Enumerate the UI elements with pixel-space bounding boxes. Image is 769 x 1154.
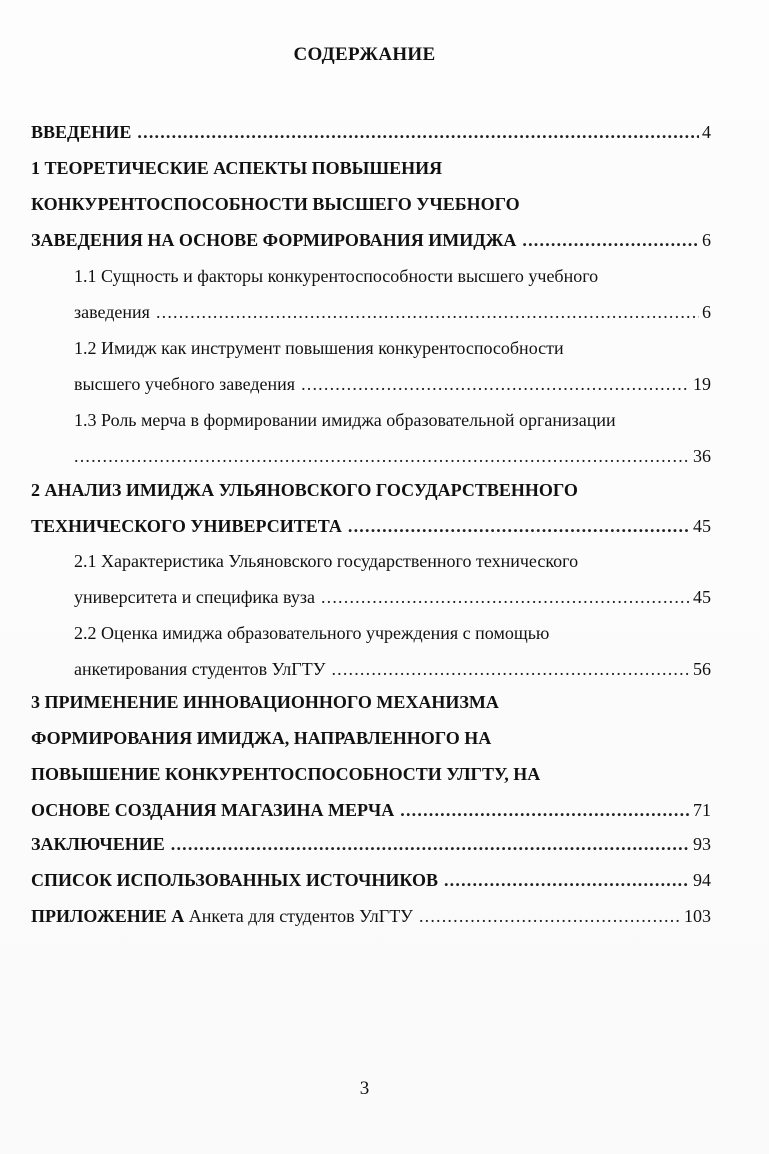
toc-page-number: 4 bbox=[702, 122, 711, 142]
toc-entry-section-2-1[interactable] bbox=[74, 543, 711, 615]
toc-leader-dots bbox=[156, 294, 699, 330]
toc-entry-section-2-2[interactable] bbox=[74, 615, 711, 687]
toc-leader-dots bbox=[301, 366, 690, 402]
toc-entry-section-1-1[interactable] bbox=[74, 258, 711, 330]
toc-page-number: 93 bbox=[693, 834, 711, 854]
toc-leader-dots bbox=[331, 651, 690, 687]
toc-entry-text bbox=[31, 898, 413, 934]
toc-page-number: 56 bbox=[693, 659, 711, 679]
toc-page-number: 36 bbox=[693, 446, 711, 466]
toc-entry-text: ПОВЫШЕНИЕ КОНКУРЕНТОСПОСОБНОСТИ УЛГТУ, НА bbox=[31, 764, 541, 784]
toc-entry-text: 1 ТЕОРЕТИЧЕСКИЕ АСПЕКТЫ ПОВЫШЕНИЯ bbox=[31, 158, 443, 178]
toc-entry-text: ЗАКЛЮЧЕНИЕ bbox=[31, 834, 165, 854]
toc-leader-dots bbox=[419, 898, 681, 934]
toc-entry-text: ВВЕДЕНИЕ bbox=[31, 122, 132, 142]
toc-entry-section-1-2[interactable] bbox=[74, 330, 711, 402]
toc-entry-section-1-3[interactable] bbox=[74, 402, 711, 474]
toc-page-number: 6 bbox=[702, 302, 711, 322]
toc-page-number: 45 bbox=[693, 516, 711, 536]
page-number: 3 bbox=[359, 1078, 370, 1099]
page-title: СОДЕРЖАНИЕ bbox=[293, 44, 436, 65]
toc-entry-text: 1.1 Сущность и факторы конкурентоспособности высшего учебного bbox=[74, 266, 599, 286]
toc-leader-dots bbox=[171, 826, 690, 862]
toc-leader-dots bbox=[522, 222, 699, 258]
toc-page-number: 6 bbox=[702, 230, 711, 250]
toc-leader-dots bbox=[321, 579, 690, 615]
toc-leader-dots bbox=[348, 508, 690, 544]
appendix-label: ПРИЛОЖЕНИЕ А bbox=[31, 906, 185, 926]
toc-page-number: 71 bbox=[693, 800, 711, 820]
toc-leader-dots bbox=[74, 438, 690, 474]
toc-entry-text: высшего учебного заведения bbox=[74, 374, 296, 394]
toc-page-number: 45 bbox=[693, 587, 711, 607]
toc-leader-dots bbox=[444, 862, 690, 898]
toc-entry-text: ФОРМИРОВАНИЯ ИМИДЖА, НАПРАВЛЕННОГО НА bbox=[31, 728, 492, 748]
toc-entry-text: анкетирования студентов УлГТУ bbox=[74, 659, 326, 679]
toc-leader-dots bbox=[137, 114, 699, 150]
toc-entry-chapter-1[interactable] bbox=[31, 150, 711, 258]
toc-entry-text: заведения bbox=[74, 302, 150, 322]
toc-entry-text: 1.2 Имидж как инструмент повышения конкурентоспособности bbox=[74, 338, 564, 358]
appendix-title: Анкета для студентов УлГТУ bbox=[184, 906, 413, 926]
toc-entry-text: 2.1 Характеристика Ульяновского государственного технического bbox=[74, 551, 579, 571]
toc-leader-dots bbox=[400, 792, 690, 828]
toc-entry-text: 2.2 Оценка имиджа образовательного учреждения с помощью bbox=[74, 623, 550, 643]
toc-entry-references[interactable] bbox=[31, 862, 711, 898]
toc-entry-text: 3 ПРИМЕНЕНИЕ ИННОВАЦИОННОГО МЕХАНИЗМА bbox=[31, 692, 499, 712]
toc-entry-introduction[interactable] bbox=[31, 114, 711, 150]
toc-entry-text: КОНКУРЕНТОСПОСОБНОСТИ ВЫСШЕГО УЧЕБНОГО bbox=[31, 194, 520, 214]
toc-entry-chapter-3[interactable] bbox=[31, 684, 711, 828]
toc-entry-text: ОСНОВЕ СОЗДАНИЯ МАГАЗИНА МЕРЧА bbox=[31, 800, 395, 820]
toc-entry-text: ЗАВЕДЕНИЯ НА ОСНОВЕ ФОРМИРОВАНИЯ ИМИДЖА bbox=[31, 230, 517, 250]
toc-page-number: 94 bbox=[693, 870, 711, 890]
toc-page-number: 19 bbox=[693, 374, 711, 394]
toc-page-number: 103 bbox=[684, 906, 711, 926]
toc-entry-text: университета и специфика вуза bbox=[74, 587, 315, 607]
toc-entry-text: 2 АНАЛИЗ ИМИДЖА УЛЬЯНОВСКОГО ГОСУДАРСТВЕННОГО bbox=[31, 480, 578, 500]
toc-entry-text: СПИСОК ИСПОЛЬЗОВАННЫХ ИСТОЧНИКОВ bbox=[31, 870, 438, 890]
toc-entry-chapter-2[interactable] bbox=[31, 472, 711, 544]
toc-entry-conclusion[interactable] bbox=[31, 826, 711, 862]
toc-entry-appendix-a[interactable] bbox=[31, 898, 711, 934]
toc-entry-text: ТЕХНИЧЕСКОГО УНИВЕРСИТЕТА bbox=[31, 516, 342, 536]
toc-entry-text: 1.3 Роль мерча в формировании имиджа образовательной организации bbox=[74, 410, 616, 430]
